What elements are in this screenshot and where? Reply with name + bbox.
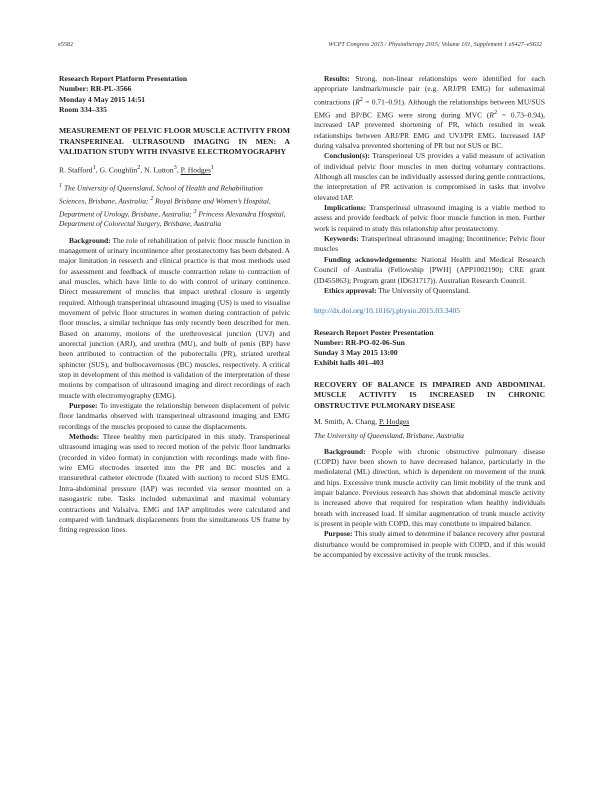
ethics-paragraph: Ethics approval: The University of Queensland.: [324, 285, 471, 295]
presenting-author: P. Hodges: [180, 165, 211, 175]
author-list-2: [314, 417, 545, 427]
session-date: Monday 4 May 2015 14:51: [59, 94, 146, 104]
session-type: Research Report Platform Presentation: [59, 74, 188, 83]
funding-paragraph: Funding acknowledgements: National Health and Medical Research Council of Australia (Fellowship [PWH] (APP1002190); CRE grant (ID455863); Program grant (ID631717)). Australian Research Council.: [314, 254, 546, 285]
purpose-paragraph: Purpose: To investigate the relationship between displacement of pelvic floor landmarks observed with transperineal ultrasound imaging and EMG recordings of the muscles proposed to cause the displacements.: [59, 401, 290, 431]
background-paragraph: Background: The role of rehabilitation of pelvic floor muscle function in management of urinary incontinence after prostatectomy has been debated. A major limitation in research and clinical practice is that most methods used for assessment and feedback of muscle contraction relate to contraction of anal muscles, which have little to do with control of urinary continence. Direct measurement of muscles that impact urethral closure is urgently required. Although transperineal ultrasound imaging (US) is used to visualise movement of pelvic floor structures in women during contraction of pelvic floor muscles, a similar technique has only recently been described for men. Based on anatomy, motions of the urethrovesical junction (UVJ) and anorectal junction (ARJ), and urethra (MU), and bulb of penis (BP) have been attributed to contraction of the puborectalis (PR), striated urethral sphincter (SUS), and bulbocavernosus (BC) muscles, respectively. A critical step in development of this method is validation of the interpretation of these motions by comparison of ultrasound imaging and direct recordings of each muscle with electromyography (EMG).: [59, 235, 290, 400]
abstract-title-1: MEASUREMENT OF PELVIC FLOOR MUSCLE ACTIVITY FROM TRANSPERINEAL ULTRASOUND IMAGING IN MEN: A VALIDATION STUDY WITH INVASIVE ELECTROMYOGRAPHY: [59, 126, 290, 156]
session-info-1: [59, 74, 290, 115]
author-name: R. Stafford: [59, 165, 93, 175]
session-date: Sunday 3 May 2015 13:00: [314, 348, 398, 358]
affiliations-1: $^1$ The University of Queensland, School of Health and Rehabilitation Sciences, Brisbane, Australia; $^2$ Royal Brisbane and Women’s Hospital, Department of Urology, Brisbane, Australia; $^3$ Princess Alexandra Hospital, Department of Colorectal Surgery, Brisbane, Australia: [59, 183, 286, 229]
session-type: Research Report Poster Presentation: [314, 327, 434, 337]
session-room: Exhibit halls 401–403: [314, 358, 384, 368]
conclusion-paragraph: Conclusion(s): Transperineal US provides a valid measure of activation of individual pelvic floor muscles in men during voluntary contractions. Although all muscles can be individually assessed during gentle contractions, the interpretation of PR activation is compromised in tasks that involve elevated IAP.: [314, 151, 545, 202]
left-column: [59, 74, 290, 536]
results-paragraph: Results: Strong, non-linear relationships were identified for each appropriate landmark/muscle pair (e.g. ARJ/PR EMG) for submaximal contractions $(R^2 = 0.71-0.91)$. Although the relationships between MU/SUS EMG and BP/BC EMG were strong during MVC $(R^2 = 0.73-0.94)$, increased IAP prevented shortening of PR, which resulted in weak relationships between ARJ/PR EMG and UVJ/PR EMG. Increased IAP during valsalva prevented shortening of PR but not SUS or BC.: [314, 74, 546, 151]
author-names: M. Smith, A. Chang,: [314, 416, 378, 426]
background-paragraph-2: Background: People with chronic obstructive pulmonary disease (COPD) have been shown to have decreased balance, particularly in the mediolateral (ML) direction, which is dependent on movement of the trunk and hips. Excessive trunk muscle activity can limit mobility of the trunk and impair balance. Previous research has shown that abdominal muscle activity is increased above that required for respiration when healthy individuals breath with increased load. If similar augmentation of trunk muscle activity is present in people with COPD, this may contribute to impaired balance.: [314, 446, 546, 528]
author-name: G. Coughlin: [99, 165, 138, 175]
session-number: Number: RR-PL-3566: [59, 84, 132, 94]
session-info-2: [314, 328, 545, 369]
affiliation-2: The University of Queensland, Brisbane, Australia: [314, 431, 464, 441]
abstract-title-2: RECOVERY OF BALANCE IS IMPAIRED AND ABDOMINAL MUSCLE ACTIVITY IS INCREASED IN CHRONIC OBSTRUCTIVE PULMONARY DISEASE: [314, 379, 545, 410]
doi-link[interactable]: http://dx.doi.org/10.1016/j.physio.2015.03.3405: [314, 306, 461, 316]
implications-paragraph: Implications: Transperineal ultrasound imaging is a viable method to assess and provide feedback of pelvic floor muscle function in men. Further work is required to study this relationship after prostatectomy.: [314, 203, 545, 233]
journal-citation: WCPT Congress 2015 / Physiotherapy 2015; Volume 101, Supplement 1 eS427–eS632: [328, 41, 542, 48]
keywords-paragraph: Keywords: Transperineal ultrasound imaging; Incontinence; Pelvic floor muscles: [314, 234, 545, 254]
presenting-author: P. Hodges: [379, 416, 410, 426]
session-number: Number: RR-PO-02-06-Sun: [314, 337, 405, 347]
right-column: [314, 74, 545, 560]
purpose-paragraph-2: Purpose: This study aimed to determine if balance recovery after postural disturbance would be compromised in people with COPD, and if this would be accompanied by excessive activity of the trunk muscles.: [314, 529, 545, 559]
session-room: Room 334–335: [59, 104, 107, 114]
author-list-1: R. Stafford$^1$, G. Coughlin$^2$, N. Lutton$^3$, P. Hodges$^1$: [59, 164, 215, 175]
methods-paragraph: Methods: Three healthy men participated in this study. Transperineal ultrasound imaging was used to record motion of the pelvic floor landmarks (recorded in video format) in conjunction with recordings made with fine-wire EMG electrodes inserted into the PR and BC muscles and a transurethral catheter electrode (fixated with suction) to record SUS EMG. Intra-abdominal pressure (IAP) was recorded via sensor mounted on a nasogastric tube. Tasks included submaximal and maximal voluntary contractions and Valsalva. EMG and IAP amplitudes were calculated and compared with landmark displacements from the simultaneous US frame by fitting regression lines.: [59, 432, 290, 535]
page-number: e5582: [58, 41, 74, 48]
author-name: N. Lutton: [144, 165, 174, 175]
